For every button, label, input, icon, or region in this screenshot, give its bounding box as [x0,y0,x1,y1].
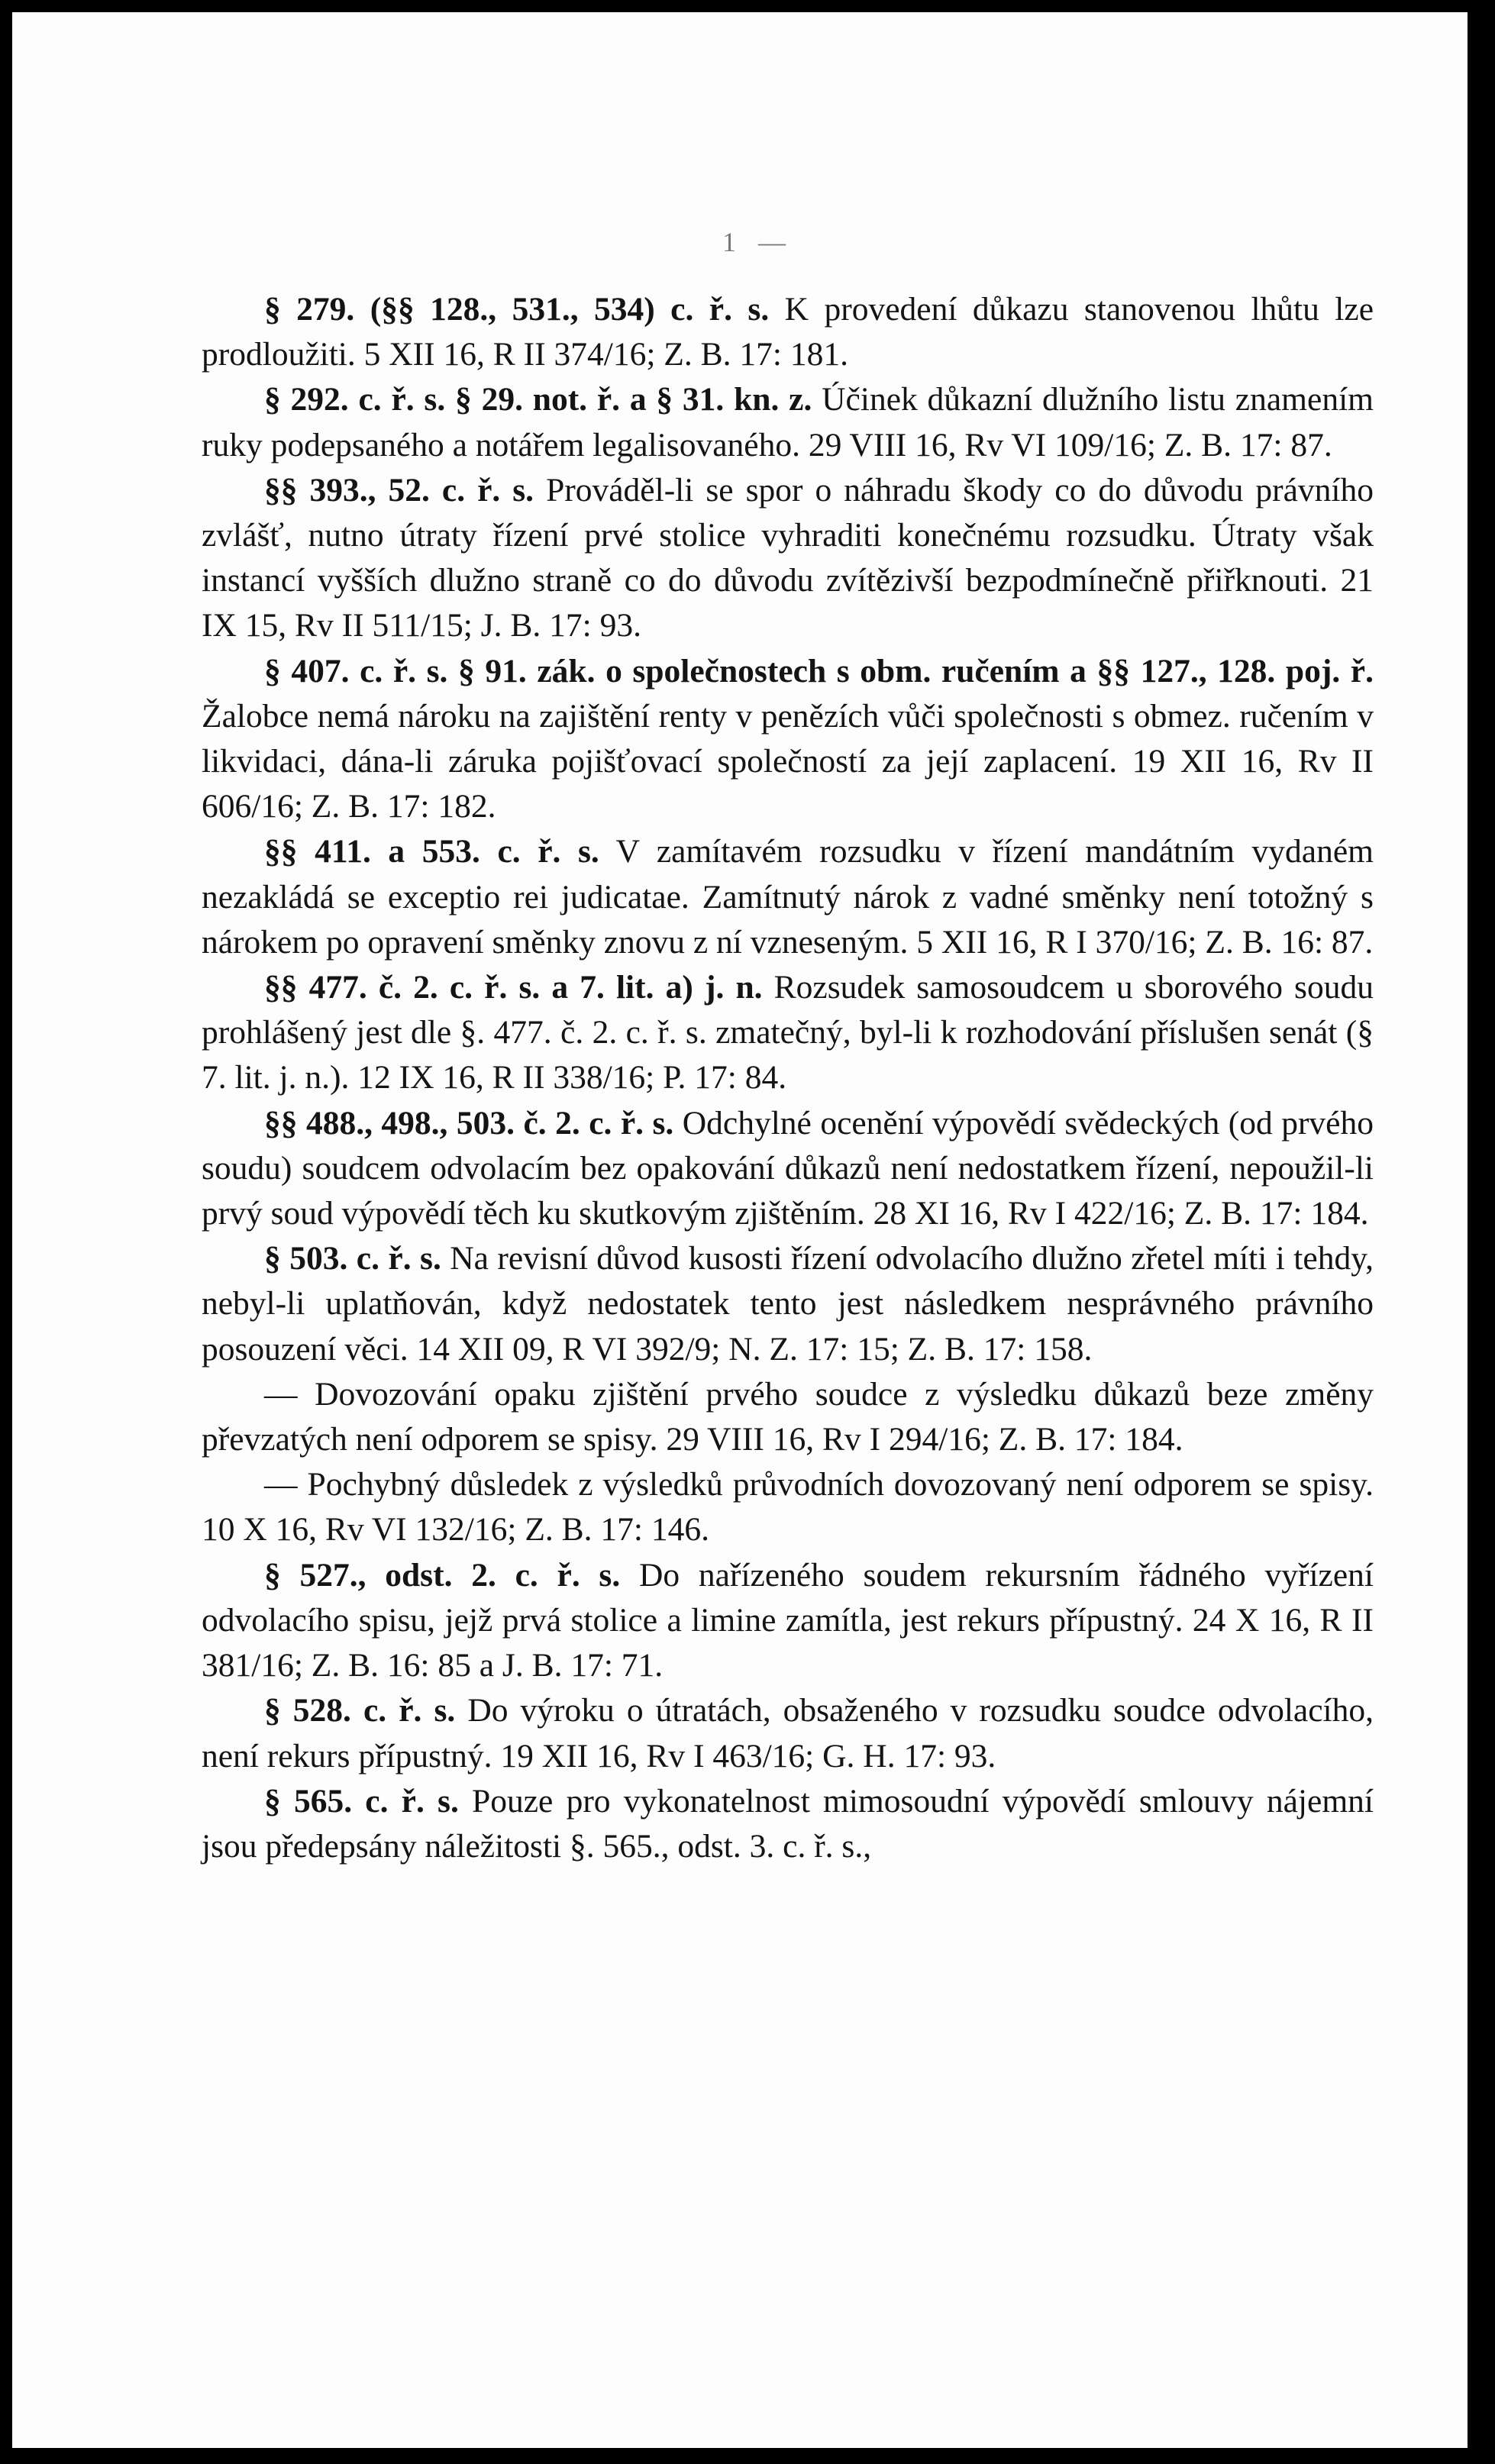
entry-411 [202,829,1374,965]
entry-heading: § 279. (§§ 128., 531., 534) c. ř. s. [264,291,770,328]
entry-488 [202,1101,1374,1237]
entry-528 [202,1688,1374,1778]
entry-heading: § 565. c. ř. s. [264,1782,459,1820]
entry-text: Do výroku o útratách, obsaženého v rozsudku soudce odvolacího, není rekurs přípustný. 19 XII 16, Rv I 463/16; G. H. 17: 93. [202,1692,1374,1775]
entry-heading: § 528. c. ř. s. [264,1692,456,1729]
entry-503-dash-1 [202,1372,1374,1462]
entry-text: Do nařízeného soudem rekursním řádného vyřízení odvolacího spisu, jejž prvá stolice a limine zamítla, jest rekurs přípustný. 24 X 16, R II 381/16; Z. B. 16: 85 a J. B. 17: 71. [202,1556,1374,1684]
entry-text: — Pochybný důsledek z výsledků průvodních dovozovaný není odporem se spisy. 10 X 16, Rv VI 132/16; Z. B. 17: 146. [202,1466,1374,1548]
page-body [202,287,1374,1869]
entry-527 [202,1553,1374,1689]
entry-text: Rozsudek samosoudcem u sborového soudu prohlášený jest dle §. 477. č. 2. c. ř. s. zmatečný, byl-li k rozhodování příslušen senát (§ 7. lit. j. n.). 12 IX 16, R II 338/16; P. 17: 84. [202,969,1374,1096]
entry-text: K provedení důkazu stanovenou lhůtu lze prodloužiti. 5 XII 16, R II 374/16; Z. B. 17: 181. [202,291,1374,373]
entry-393 [202,468,1374,649]
entry-text: Účinek důkazní dlužního listu znamením ruky podepsaného a notářem legalisovaného. 29 VIII 16, Rv VI 109/16; Z. B. 17: 87. [202,381,1374,463]
entry-heading: §§ 411. a 553. c. ř. s. [264,833,599,870]
entry-407 [202,649,1374,830]
entry-477 [202,965,1374,1101]
entry-279 [202,287,1374,377]
page-number: 1 — [722,227,793,257]
entry-text: Pouze pro vykonatelnost mimosoudní výpovědí smlouvy nájemní jsou předepsány náležitosti §. 565., odst. 3. c. ř. s., [202,1782,1374,1865]
scanned-page [12,12,1468,2448]
entry-292 [202,377,1374,467]
entry-text: Žalobce nemá nároku na zajištění renty v penězích vůči společnosti s obmez. ručením v likvidaci, dána-li záruka pojišťovací společností za její zaplacení. 19 XII 16, Rv II 606/16; Z. B. 17: 182. [202,697,1374,825]
entry-heading: § 292. c. ř. s. § 29. not. ř. a § 31. kn. z. [264,381,812,418]
entry-heading: § 503. c. ř. s. [264,1240,441,1277]
entry-text: V zamítavém rozsudku v řízení mandátním vydaném nezakládá se exceptio rei judicatae. Zamítnutý nárok z vadné směnky není totožný s nárokem po opravení směnky znovu z ní vzneseným. 5 XII 16, R I 370/16; Z. B. 16: 87. [202,833,1374,961]
entry-heading: §§ 393., 52. c. ř. s. [264,471,534,509]
entry-565 [202,1779,1374,1869]
entry-text: Na revisní důvod kusosti řízení odvolacího dlužno zřetel míti i tehdy, nebyl-li uplatňován, když nedostatek tento jest následkem nesprávného právního posouzení věci. 14 XII 09, R VI 392/9; N. Z. 17: 15; Z. B. 17: 158. [202,1240,1374,1368]
entry-heading: § 407. c. ř. s. § 91. zák. o společnostech s obm. ručením a §§ 127., 128. poj. ř. [264,652,1374,689]
entry-503-dash-2 [202,1462,1374,1552]
entry-heading: §§ 488., 498., 503. č. 2. c. ř. s. [264,1104,674,1142]
entry-503 [202,1236,1374,1372]
entry-text: — Dovozování opaku zjištění prvého soudce z výsledku důkazů beze změny převzatých není odporem se spisy. 29 VIII 16, Rv I 294/16; Z. B. 17: 184. [202,1375,1374,1458]
entry-heading: § 527., odst. 2. c. ř. s. [264,1556,621,1594]
entry-text: Odchylné ocenění výpovědí svědeckých (od prvého soudu) soudcem odvolacím bez opakování důkazů není nedostatkem řízení, nepoužil-li prvý soud výpovědí těch ku skutkovým zjištěním. 28 XI 16, Rv I 422/16; Z. B. 17: 184. [202,1104,1374,1232]
entry-text: Prováděl-li se spor o náhradu škody co do důvodu právního zvlášť, nutno útraty řízení prvé stolice vyhraditi konečnému rozsudku. Útraty však instancí vyšších dlužno straně co do důvodu zvítězivší bezpodmínečně přiřknouti. 21 IX 15, Rv II 511/15; J. B. 17: 93. [202,471,1374,644]
entry-heading: §§ 477. č. 2. c. ř. s. a 7. lit. a) j. n. [264,969,763,1006]
